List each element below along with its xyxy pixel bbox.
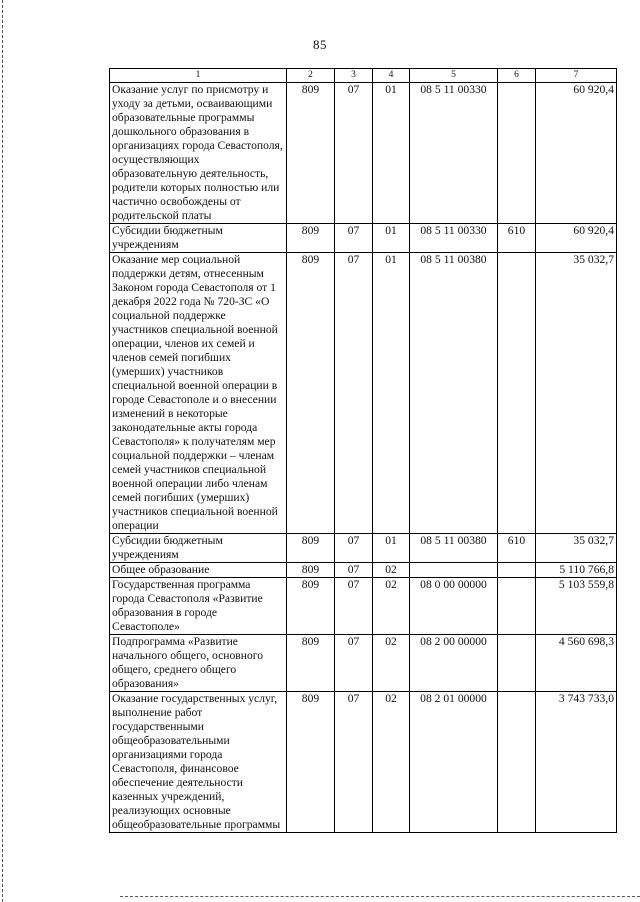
row-amount: 35 032,7 <box>536 534 617 563</box>
row-expense-type <box>498 253 536 534</box>
row-target-article: 08 5 11 00380 <box>410 534 498 563</box>
table-header-row <box>110 69 617 83</box>
table-row <box>110 635 617 692</box>
row-subsection: 02 <box>373 635 410 692</box>
row-subsection: 01 <box>373 253 410 534</box>
row-amount: 35 032,7 <box>536 253 617 534</box>
row-name: Оказание мер социальной поддержки детям, отнесенным Законом города Севастополя от 1 декабря 2022 года № 720-ЗС «О социальной поддержке участников специальной военной операции, членов их семей и членов семей погибших (умерших) участников специальной военной операции в городе Севастополе и о внесении изменений в некоторые законодательные акты города Севастополя» к получателям мер социальной поддержки – членам семей участников специальной военной операции либо членам семей погибших (умерших) участников специальной военной операции <box>110 253 287 534</box>
table-row <box>110 563 617 578</box>
row-section: 07 <box>335 578 373 635</box>
row-subsection: 02 <box>373 563 410 578</box>
row-subsection: 02 <box>373 692 410 833</box>
row-name: Оказание государственных услуг, выполнение работ государственными общеобразовательными организациями города Севастополя, финансовое обеспечение деятельности казенных учреждений, реализующих основные общеобразовательные программы <box>110 692 287 833</box>
row-expense-type: 610 <box>498 534 536 563</box>
row-target-article: 08 0 00 00000 <box>410 578 498 635</box>
row-ministry: 809 <box>287 635 335 692</box>
column-header: 3 <box>335 69 373 83</box>
row-name: Субсидии бюджетным учреждениям <box>110 224 287 253</box>
row-ministry: 809 <box>287 534 335 563</box>
column-header: 5 <box>410 69 498 83</box>
table-row <box>110 253 617 534</box>
row-target-article <box>410 563 498 578</box>
row-target-article: 08 5 11 00330 <box>410 224 498 253</box>
row-amount: 60 920,4 <box>536 224 617 253</box>
row-ministry: 809 <box>287 563 335 578</box>
row-name: Общее образование <box>110 563 287 578</box>
row-amount: 60 920,4 <box>536 83 617 224</box>
row-name: Государственная программа города Севастополя «Развитие образования в городе Севастополе» <box>110 578 287 635</box>
row-amount: 5 110 766,8 <box>536 563 617 578</box>
row-subsection: 01 <box>373 534 410 563</box>
row-section: 07 <box>335 563 373 578</box>
row-target-article: 08 2 00 00000 <box>410 635 498 692</box>
row-section: 07 <box>335 253 373 534</box>
row-target-article: 08 5 11 00330 <box>410 83 498 224</box>
row-expense-type <box>498 692 536 833</box>
row-name: Субсидии бюджетным учреждениям <box>110 534 287 563</box>
row-expense-type <box>498 83 536 224</box>
row-target-article: 08 5 11 00380 <box>410 253 498 534</box>
column-header: 4 <box>373 69 410 83</box>
row-section: 07 <box>335 692 373 833</box>
row-ministry: 809 <box>287 253 335 534</box>
column-header: 6 <box>498 69 536 83</box>
row-amount: 4 560 698,3 <box>536 635 617 692</box>
row-name: Оказание услуг по присмотру и уходу за детьми, осваивающими образовательные программы дошкольного образования в организациях города Севастополя, осуществляющих образовательную деятельность, родители которых полностью или частично освобождены от родительской платы <box>110 83 287 224</box>
table-row <box>110 224 617 253</box>
row-amount: 3 743 733,0 <box>536 692 617 833</box>
row-ministry: 809 <box>287 578 335 635</box>
row-section: 07 <box>335 635 373 692</box>
row-expense-type <box>498 578 536 635</box>
row-expense-type <box>498 635 536 692</box>
scan-edge-bottom <box>120 896 640 897</box>
page-number: 85 <box>313 37 327 52</box>
row-name: Подпрограмма «Развитие начального общего, основного общего, среднего общего образования» <box>110 635 287 692</box>
row-expense-type <box>498 563 536 578</box>
column-header: 2 <box>287 69 335 83</box>
table-row <box>110 83 617 224</box>
row-section: 07 <box>335 224 373 253</box>
budget-table <box>109 68 617 833</box>
row-target-article: 08 2 01 00000 <box>410 692 498 833</box>
row-section: 07 <box>335 83 373 224</box>
table-row <box>110 534 617 563</box>
row-subsection: 02 <box>373 578 410 635</box>
column-header: 1 <box>110 69 287 83</box>
table-row <box>110 578 617 635</box>
row-amount: 5 103 559,8 <box>536 578 617 635</box>
row-ministry: 809 <box>287 692 335 833</box>
row-ministry: 809 <box>287 224 335 253</box>
row-expense-type: 610 <box>498 224 536 253</box>
row-section: 07 <box>335 534 373 563</box>
row-subsection: 01 <box>373 224 410 253</box>
scan-edge-left <box>2 0 3 902</box>
row-subsection: 01 <box>373 83 410 224</box>
table-row <box>110 692 617 833</box>
row-ministry: 809 <box>287 83 335 224</box>
column-header: 7 <box>536 69 617 83</box>
